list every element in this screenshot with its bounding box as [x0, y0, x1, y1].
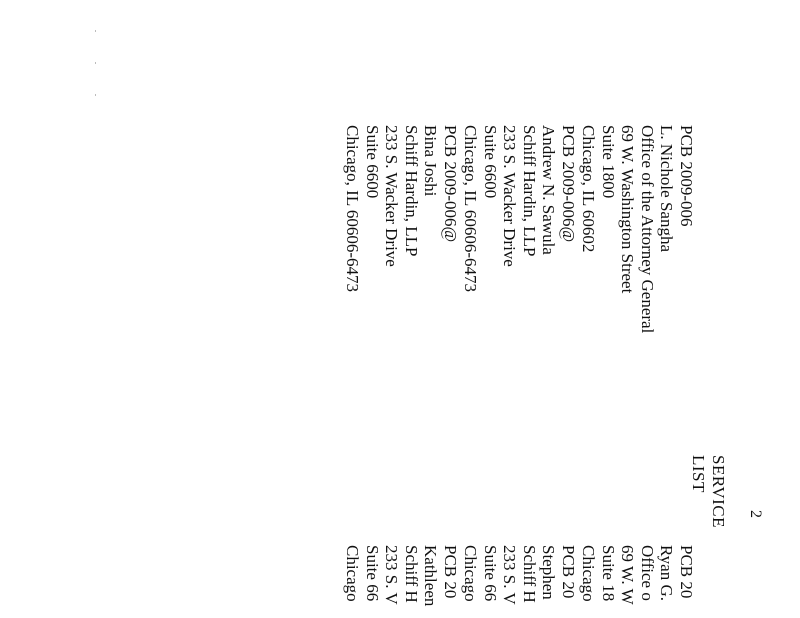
suite: Suite 66 — [481, 545, 500, 602]
organization: Office o — [638, 545, 657, 601]
recipient-name: Stephen — [539, 545, 559, 600]
service-entry — [461, 125, 578, 292]
suite: Suite 18 — [599, 545, 618, 602]
recipient-name: Andrew N. Sawula — [539, 125, 559, 255]
case-number: PCB 20 — [441, 545, 460, 599]
case-number: PCB 20 — [677, 545, 696, 599]
city-state-zip: Chicago — [461, 545, 481, 602]
city-state-zip: Chicago, IL 60602 — [579, 125, 599, 253]
city-state-zip: Chicago, IL 60606-6473 — [461, 125, 481, 292]
street-address: 233 S. Wacker Drive — [500, 125, 520, 267]
page-title: SERVICE LIST — [689, 455, 728, 528]
street-address: 233 S. V — [500, 545, 520, 605]
organization: Schiff Hardin, LLP — [520, 125, 539, 257]
street-address: 233 S. Wacker Drive — [382, 125, 402, 267]
organization: Schiff Hardin, LLP — [402, 125, 421, 257]
city-state-zip: Chicago — [343, 545, 363, 602]
street-address: 69 W. W — [618, 545, 638, 605]
recipient-name: Kathleen — [421, 545, 441, 607]
service-entry — [579, 545, 696, 605]
street-address: 69 W. Washington Street — [618, 125, 638, 294]
suite: Suite 6600 — [363, 125, 382, 199]
service-entry — [579, 125, 696, 333]
organization: Schiff H — [402, 545, 421, 603]
service-entry — [343, 545, 460, 606]
page-number: 2 — [747, 510, 764, 518]
service-entry — [343, 125, 460, 292]
recipient-name: Bina Joshi — [421, 125, 441, 197]
suite: Suite 66 — [363, 545, 382, 602]
recipient-name: L. Nichole Sangha — [657, 125, 677, 252]
city-state-zip: Chicago — [579, 545, 599, 602]
city-state-zip: Chicago, IL 60606-6473 — [343, 125, 363, 292]
case-number: PCB 20 — [559, 545, 578, 599]
suite: Suite 1800 — [599, 125, 618, 199]
organization: Office of the Attorney General — [638, 125, 657, 334]
organization: Schiff H — [520, 545, 539, 603]
case-number: PCB 2009-006@ — [559, 125, 578, 243]
street-address: 233 S. V — [382, 545, 402, 605]
case-number: PCB 2009-006 — [677, 125, 696, 227]
margin-marks: . . . — [93, 30, 102, 110]
case-number: PCB 2009-006@ — [441, 125, 460, 243]
service-entry — [461, 545, 578, 605]
suite: Suite 6600 — [481, 125, 500, 199]
recipient-name: Ryan G. — [657, 545, 677, 601]
